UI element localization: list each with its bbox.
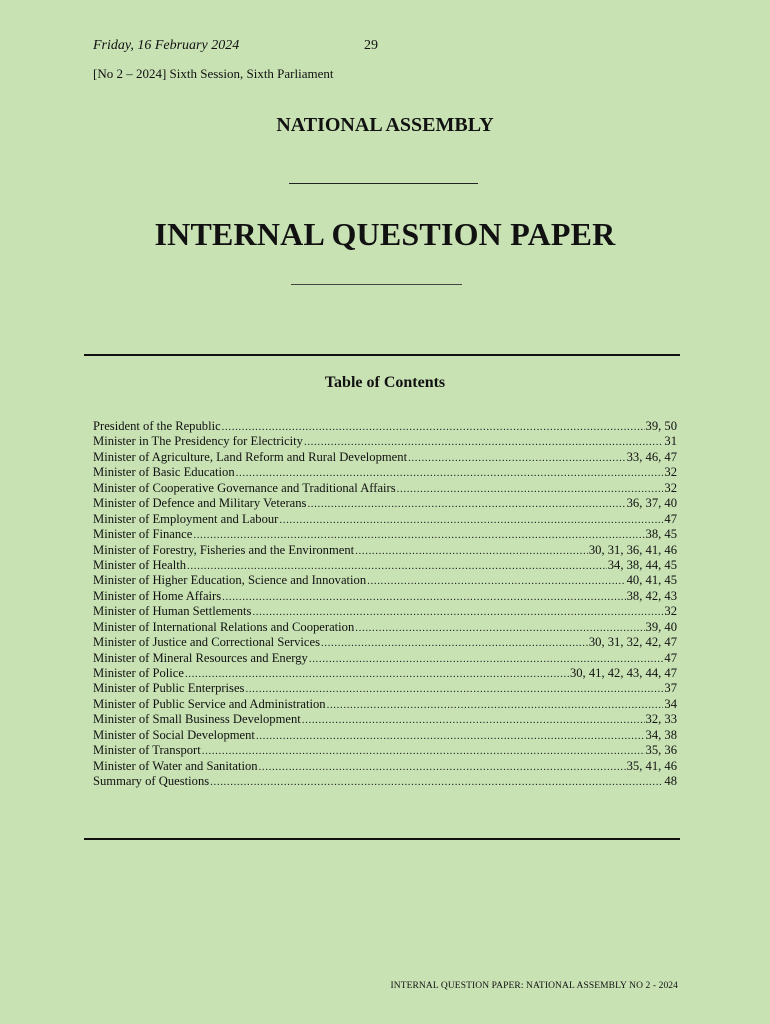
toc-dot-leader <box>307 497 625 512</box>
toc-dot-leader <box>187 559 607 574</box>
toc-entry-pages: 32 <box>664 465 677 480</box>
toc-entry-label: Minister of Justice and Correctional Services <box>93 635 320 650</box>
toc-dot-leader <box>309 652 664 667</box>
toc-entry[interactable] <box>93 728 677 743</box>
toc-entry-pages: 38, 45 <box>645 527 677 542</box>
toc-entry-label: Minister of Mineral Resources and Energy <box>93 650 308 665</box>
toc-entry-label: Minister of Forestry, Fisheries and the Environment <box>93 542 355 557</box>
toc-entry-label: Minister of Agriculture, Land Reform and Rural Development <box>93 449 408 464</box>
toc-entry-pages: 32 <box>664 480 677 495</box>
toc-heading: Table of Contents <box>324 374 446 391</box>
toc-dot-leader <box>355 544 588 559</box>
session-line: [No 2 – 2024] Sixth Session, Sixth Parliament <box>93 66 334 81</box>
toc-entry-label: Minister of Defence and Military Veterans <box>93 496 307 511</box>
date-header: Friday, 16 February 2024 <box>93 38 240 53</box>
toc-dot-leader <box>304 435 663 450</box>
toc-entry[interactable] <box>93 465 677 480</box>
toc-entry-pages: 39, 50 <box>645 419 677 433</box>
toc-entry-label: Minister of Transport <box>93 743 201 758</box>
toc-entry-label: President of the Republic <box>93 419 221 433</box>
toc-entry-label: Minister of Public Service and Administration <box>93 696 326 711</box>
toc-entry[interactable] <box>93 712 677 727</box>
toc-dot-leader <box>302 713 645 728</box>
toc-entry[interactable] <box>93 558 677 573</box>
toc-entry[interactable] <box>93 589 677 604</box>
toc-dot-leader <box>245 682 663 697</box>
toc-entry-pages: 40, 41, 45 <box>626 573 677 588</box>
toc-entry[interactable] <box>93 651 677 666</box>
assembly-heading: NATIONAL ASSEMBLY <box>276 114 494 136</box>
toc-entry-label: Minister of Employment and Labour <box>93 511 279 526</box>
toc-list <box>93 419 677 790</box>
toc-entry[interactable] <box>93 697 677 712</box>
toc-entry-label: Summary of Questions <box>93 774 210 789</box>
divider-short-bottom <box>291 284 462 285</box>
toc-dot-leader <box>259 760 626 775</box>
toc-entry-pages: 30, 31, 32, 42, 47 <box>588 635 677 650</box>
toc-entry[interactable] <box>93 604 677 619</box>
toc-entry-label: Minister of International Relations and Cooperation <box>93 619 355 634</box>
toc-entry-pages: 34, 38 <box>645 727 677 742</box>
toc-entry-pages: 32 <box>664 604 677 619</box>
toc-entry-pages: 48 <box>664 774 677 789</box>
toc-entry-pages: 30, 41, 42, 43, 44, 47 <box>569 666 677 680</box>
toc-entry[interactable] <box>93 681 677 696</box>
divider-short-top <box>289 183 478 184</box>
toc-entry[interactable] <box>93 419 677 434</box>
toc-entry-label: Minister in The Presidency for Electricity <box>93 434 303 449</box>
toc-entry[interactable] <box>93 774 677 789</box>
toc-entry-pages: 32, 33 <box>645 712 677 727</box>
toc-entry[interactable] <box>93 496 677 511</box>
toc-dot-leader <box>256 729 645 744</box>
toc-entry-label: Minister of Cooperative Governance and Traditional Affairs <box>93 480 396 495</box>
toc-entry[interactable] <box>93 434 677 449</box>
toc-entry-label: Minister of Higher Education, Science and Innovation <box>93 573 367 588</box>
toc-dot-leader <box>397 482 664 497</box>
toc-dot-leader <box>210 775 663 790</box>
toc-dot-leader <box>252 605 663 620</box>
toc-entry-pages: 47 <box>664 650 677 665</box>
toc-entry-label: Minister of Health <box>93 557 187 572</box>
toc-dot-leader <box>355 621 644 636</box>
toc-dot-leader <box>367 574 625 589</box>
toc-entry-pages: 35, 41, 46 <box>626 758 677 773</box>
divider-thick-top <box>84 354 680 356</box>
toc-entry-label: Minister of Public Enterprises <box>93 681 245 696</box>
page-footer: INTERNAL QUESTION PAPER: NATIONAL ASSEMBLY NO 2 - 2024 <box>390 981 678 991</box>
toc-entry-pages: 34, 38, 44, 45 <box>607 557 677 572</box>
toc-entry-pages: 30, 31, 36, 41, 46 <box>588 542 677 557</box>
toc-entry-pages: 35, 36 <box>645 743 677 758</box>
toc-dot-leader <box>236 466 664 481</box>
toc-dot-leader <box>185 667 569 682</box>
toc-entry[interactable] <box>93 666 677 681</box>
toc-entry[interactable] <box>93 481 677 496</box>
toc-dot-leader <box>222 590 625 605</box>
page-number: 29 <box>364 38 378 53</box>
toc-dot-leader <box>202 744 645 759</box>
toc-entry[interactable] <box>93 635 677 650</box>
toc-entry-label: Minister of Home Affairs <box>93 588 222 603</box>
toc-entry-pages: 37 <box>664 681 677 696</box>
toc-entry-pages: 38, 42, 43 <box>626 588 677 603</box>
toc-entry-pages: 31 <box>664 434 677 449</box>
toc-entry[interactable] <box>93 512 677 527</box>
toc-entry-label: Minister of Police <box>93 666 184 680</box>
toc-entry-label: Minister of Small Business Development <box>93 712 301 727</box>
toc-dot-leader <box>222 420 645 435</box>
toc-entry-pages: 39, 40 <box>645 619 677 634</box>
toc-dot-leader <box>279 513 663 528</box>
toc-entry[interactable] <box>93 450 677 465</box>
toc-dot-leader <box>408 451 626 466</box>
toc-dot-leader <box>193 528 644 543</box>
toc-entry-label: Minister of Water and Sanitation <box>93 758 258 773</box>
toc-entry-pages: 36, 37, 40 <box>626 496 677 511</box>
toc-entry[interactable] <box>93 543 677 558</box>
toc-entry-label: Minister of Social Development <box>93 727 255 742</box>
toc-entry[interactable] <box>93 620 677 635</box>
toc-dot-leader <box>321 636 588 651</box>
toc-entry-pages: 47 <box>664 511 677 526</box>
toc-entry-pages: 34 <box>664 696 677 711</box>
toc-dot-leader <box>327 698 664 713</box>
paper-title: INTERNAL QUESTION PAPER <box>154 216 616 252</box>
toc-entry[interactable] <box>93 573 677 588</box>
toc-entry-label: Minister of Finance <box>93 527 193 542</box>
toc-entry-label: Minister of Basic Education <box>93 465 235 480</box>
toc-entry[interactable] <box>93 527 677 542</box>
toc-entry[interactable] <box>93 743 677 758</box>
divider-thick-bottom <box>84 838 680 840</box>
toc-entry-label: Minister of Human Settlements <box>93 604 252 619</box>
toc-entry[interactable] <box>93 759 677 774</box>
toc-entry-pages: 33, 46, 47 <box>626 449 677 464</box>
